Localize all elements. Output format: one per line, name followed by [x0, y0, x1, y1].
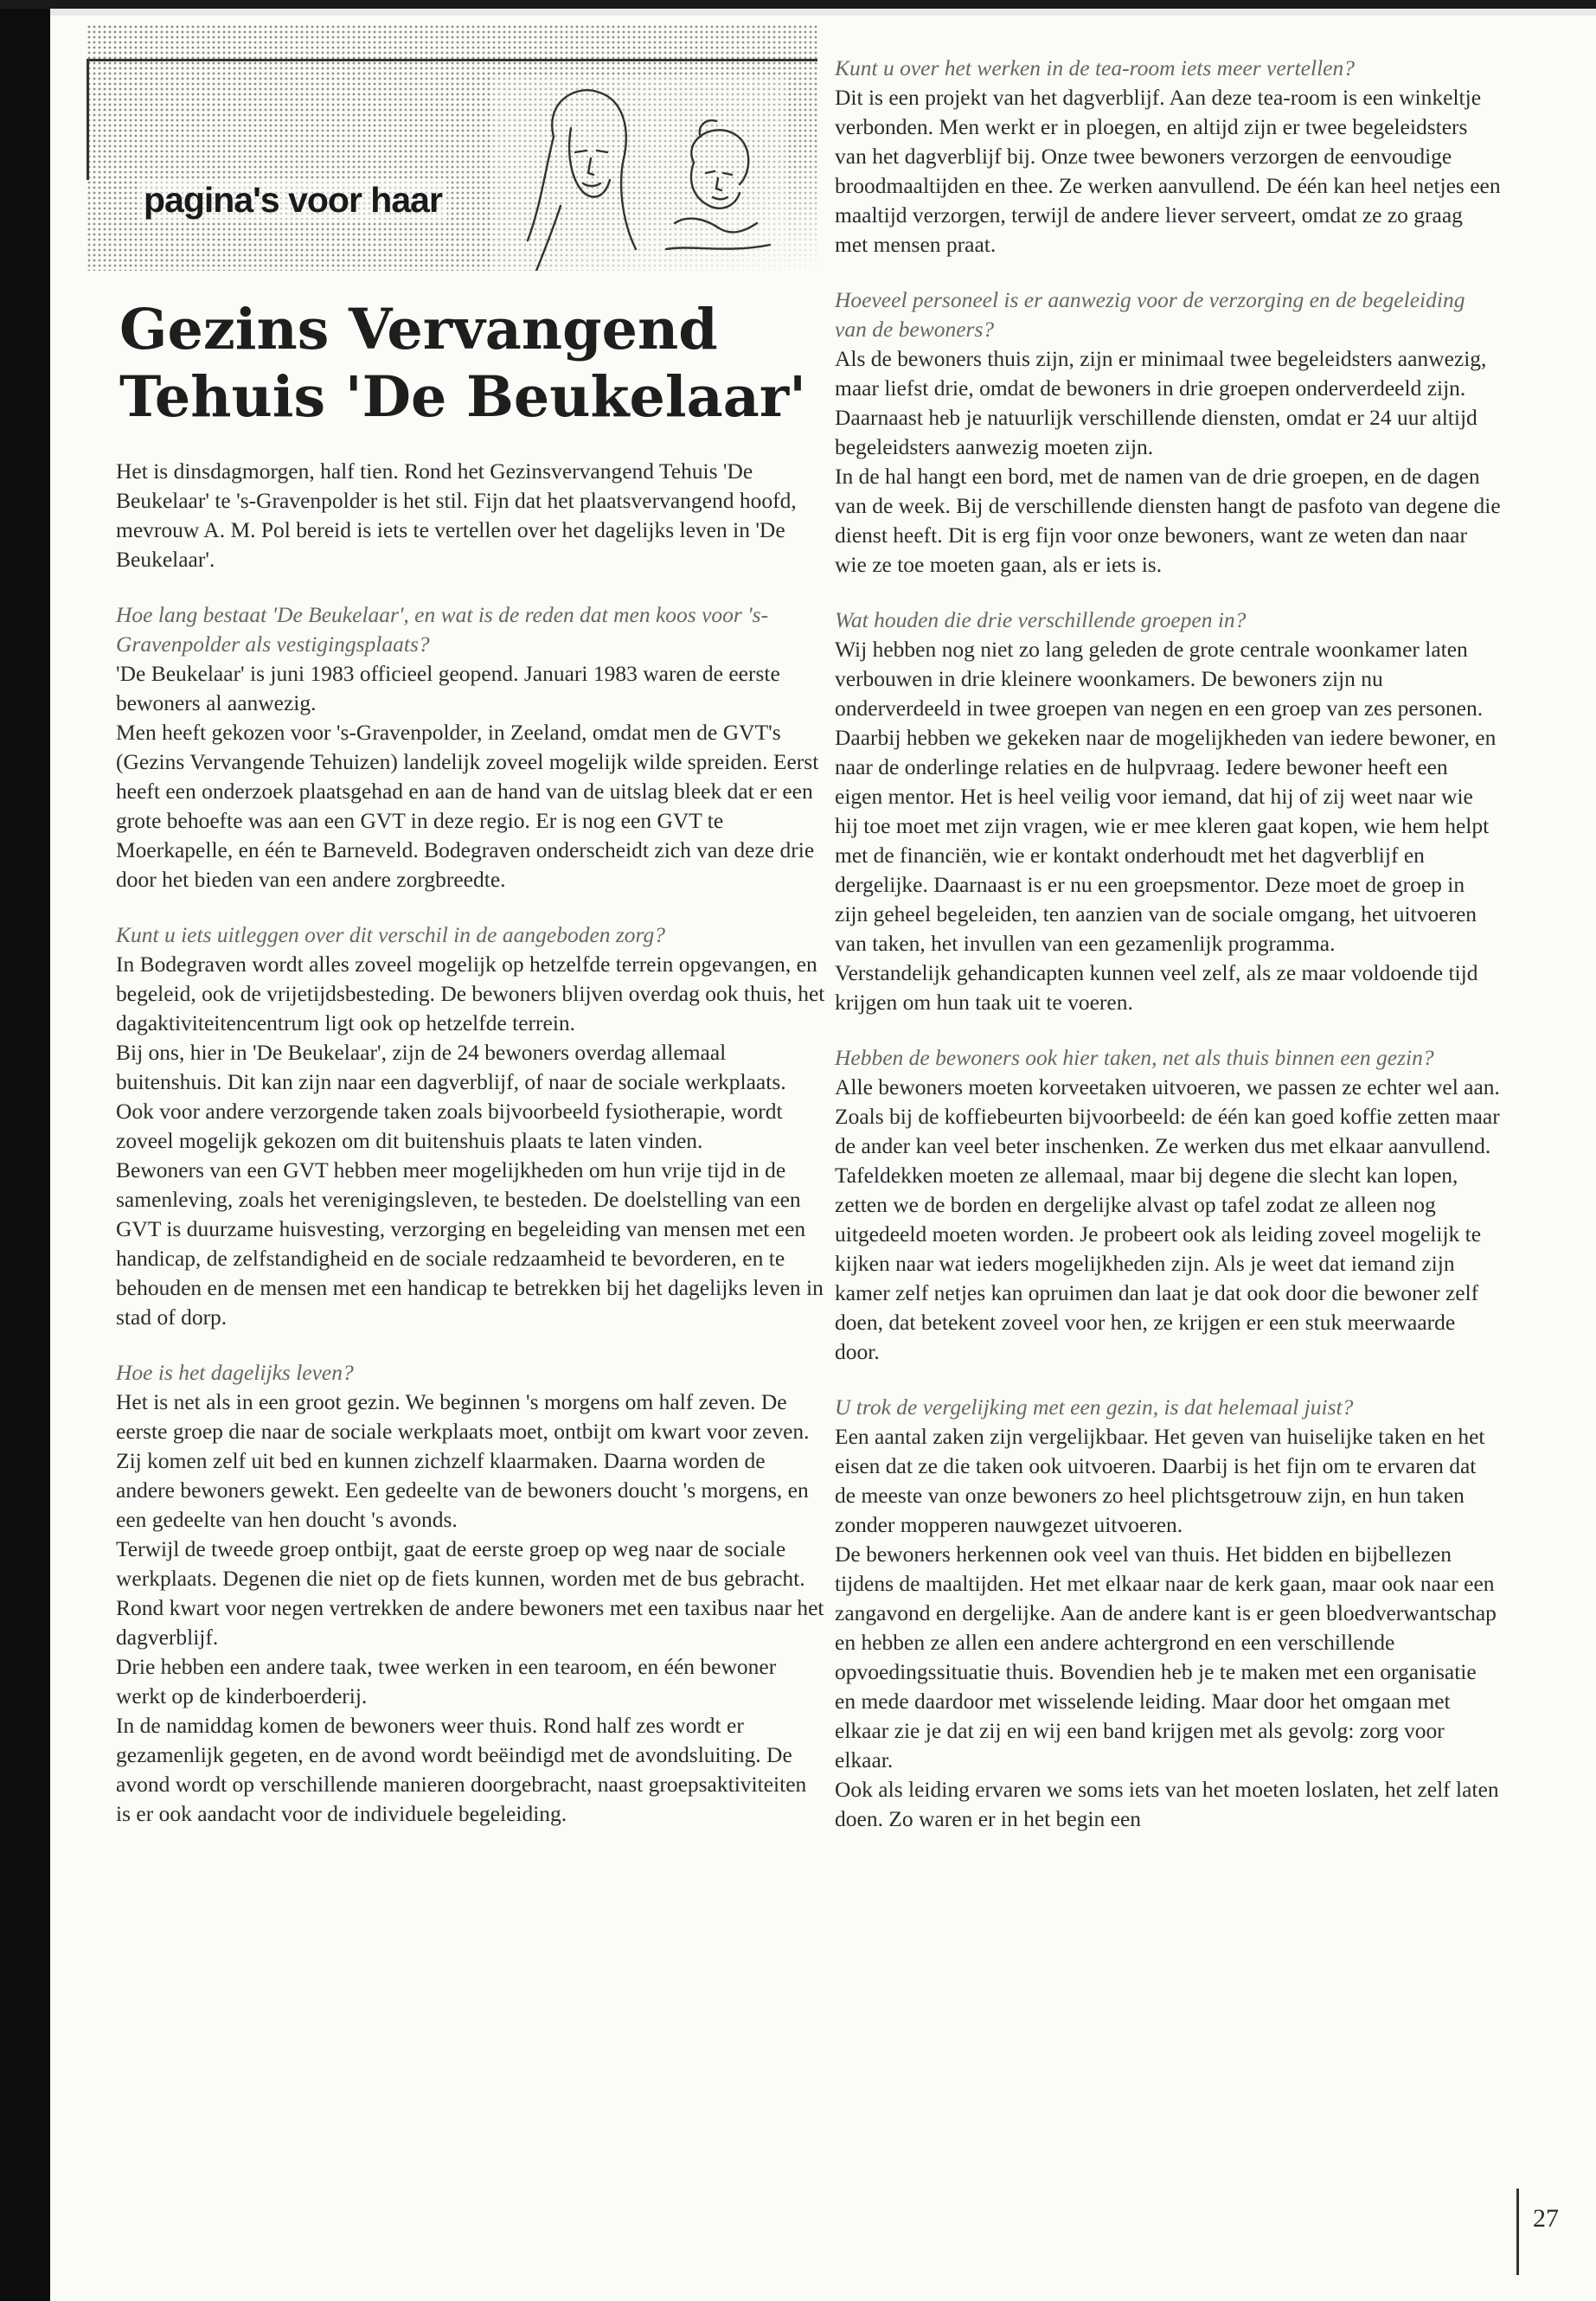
- body-paragraph: Terwijl de tweede groep ontbijt, gaat de eerste groep op weg naar de sociale werkplaats. Degenen die niet op de fiets kunnen, worden met de bus gebracht.: [116, 1536, 805, 1591]
- interview-question: Wat houden die drie verschillende groepen in?: [835, 607, 1247, 632]
- paragraph-gap: [116, 1332, 825, 1358]
- interview-question: Hebben de bewoners ook hier taken, net als thuis binnen een gezin?: [835, 1045, 1434, 1070]
- right-text-column: [835, 54, 1501, 1834]
- paragraph-gap: [835, 1017, 1501, 1043]
- scan-edge-left: [0, 0, 50, 2301]
- body-paragraph: Bij ons, hier in 'De Beukelaar', zijn de 24 bewoners overdag allemaal buitenshuis. Dit kan zijn naar een dagverblijf, of naar de sociale werkplaats. Ook voor andere verzorgende taken zoals bijvoorbeeld fysiotherapie, wordt zoveel mogelijk gekozen om dit buitenshuis plaats te laten vinden.: [116, 1040, 786, 1153]
- body-paragraph: Rond kwart voor negen vertrekken de andere bewoners met een taxibus naar het dagverblijf.: [116, 1595, 824, 1650]
- banner-frame-left: [87, 59, 89, 180]
- article-title: [119, 296, 829, 431]
- page-number-rule: [1516, 2189, 1519, 2275]
- body-paragraph: Ook als leiding ervaren we soms iets van het moeten loslaten, het zelf laten doen. Zo waren er in het begin een: [835, 1777, 1499, 1831]
- body-paragraph: In Bodegraven wordt alles zoveel mogelijk op hetzelfde terrein opgevangen, en begeleid, ook de vrijetijdsbesteding. De bewoners blijven overdag ook thuis, het dagaktiviteitencentrum ligt ook op hetzelfde terrein.: [116, 952, 825, 1035]
- body-paragraph: In de hal hangt een bord, met de namen van de drie groepen, en de dagen van de week. Bij de verschillende diensten hangt de pasfoto van degene die dienst heeft. Dit is erg fijn voor onze bewoners, want ze weten dan naar wie ze toe moeten gaan, als er iets is.: [835, 464, 1501, 577]
- body-paragraph: Een aantal zaken zijn vergelijkbaar. Het geven van huiselijke taken en het eisen dat ze die taken ook uitvoeren. Daarbij is het fijn om te ervaren dat de meeste van onze bewoners zo heel plichtsgetrouw zijn, en hun taken zonder mopperen nauwgezet uitvoeren.: [835, 1424, 1485, 1537]
- paragraph-gap: [116, 894, 825, 920]
- body-paragraph: In de namiddag komen de bewoners weer thuis. Rond half zes wordt er gezamenlijk gegeten, en de avond wordt beëindigd met de avondsluiting. De avond wordt op verschillende manieren doorgebracht, naast groepsaktiviteiten is er ook aandacht voor de individuele begeleiding.: [116, 1713, 807, 1826]
- two-faces-illustration: [493, 76, 787, 271]
- interview-question: Kunt u over het werken in de tea-room iets meer vertellen?: [835, 55, 1355, 80]
- section-kicker: pagina's voor haar: [138, 180, 447, 221]
- body-paragraph: Het is net als in een groot gezin. We beginnen 's morgens om half zeven. De eerste groep die naar de sociale werkplaats moet, ontbijt om kwart voor zeven. Zij komen zelf uit bed en kunnen zichzelf klaarmaken. Daarna worden de andere bewoners gewekt. Een gedeelte van de bewoners doucht 's morgens, en een gedeelte van hen doucht 's avonds.: [116, 1389, 810, 1532]
- interview-question: U trok de vergelijking met een gezin, is dat helemaal juist?: [835, 1394, 1354, 1420]
- interview-question: Hoe lang bestaat 'De Beukelaar', en wat is de reden dat men koos voor 's-Gravenpolder als vestigingsplaats?: [116, 602, 769, 657]
- paragraph-gap: [835, 260, 1501, 285]
- paragraph-gap: [116, 574, 825, 600]
- scan-edge-top-light: [50, 9, 1596, 16]
- body-paragraph: Het is dinsdagmorgen, half tien. Rond het Gezinsvervangend Tehuis 'De Beukelaar' te 's-Gravenpolder is het stil. Fijn dat het plaatsvervangend hoofd, mevrouw A. M. Pol bereid is iets te vertellen over het dagelijks leven in 'De Beukelaar'.: [116, 458, 797, 572]
- body-paragraph: Als de bewoners thuis zijn, zijn er minimaal twee begeleidsters aanwezig, maar liefst drie, omdat de bewoners in drie groepen onderverdeeld zijn. Daarnaast heb je natuurlijk verschillende diensten, omdat er 24 uur altijd begeleidsters aanwezig moeten zijn.: [835, 346, 1487, 459]
- title-line-1: Gezins Vervangend: [119, 297, 718, 362]
- page-number: 27: [1533, 2204, 1559, 2233]
- paragraph-gap: [835, 580, 1501, 606]
- paragraph-gap: [835, 1367, 1501, 1393]
- body-paragraph: Drie hebben een andere taak, twee werken in een tearoom, en één bewoner werkt op de kinderboerderij.: [116, 1654, 777, 1708]
- left-text-column: [116, 457, 825, 1829]
- interview-question: Hoe is het dagelijks leven?: [116, 1360, 354, 1385]
- body-paragraph: Men heeft gekozen voor 's-Gravenpolder, in Zeeland, omdat men de GVT's (Gezins Vervangende Tehuizen) landelijk zoveel mogelijk wilde spreiden. Eerst heeft een onderzoek plaatsgehad en aan de hand van de uitslag bleek dat er een grote behoefte was aan een GVT in deze regio. Er is nog een GVT te Moerkapelle, en één te Barneveld. Bodegraven onderscheidt zich van deze drie door het bieden van een andere zorgbreedte.: [116, 720, 819, 892]
- body-paragraph: Daarbij hebben we gekeken naar de mogelijkheden van iedere bewoner, en naar de onderlinge relaties en de hulpvraag. Iedere bewoner heeft een eigen mentor. Het is heel veilig voor iemand, dat hij of zij weet naar wie hij toe moet met zijn vragen, wie er mee kleren gaat kopen, wie hem helpt met de financiën, wie er kontakt onderhoudt met het dagverblijf en dergelijke. Daarnaast is er nu een groepsmentor. Deze moet de groep in zijn geheel begeleiden, ten aanzien van de sociale omgang, het uitvoeren van taken, het invullen van een gezamenlijk programma.: [835, 725, 1497, 956]
- body-paragraph: Dit is een projekt van het dagverblijf. Aan deze tea-room is een winkeltje verbonden. Men werkt er in ploegen, en altijd zijn er twee begeleidsters van het dagverblijf bij. Onze twee bewoners verzorgen de eenvoudige broodmaaltijden en thee. Ze werken aanvullend. De één kan heel netjes een maaltijd verzorgen, terwijl de andere liever serveert, omdat ze zo graag met mensen praat.: [835, 85, 1501, 257]
- interview-question: Kunt u iets uitleggen over dit verschil in de aangeboden zorg?: [116, 922, 666, 947]
- body-paragraph: Verstandelijk gehandicapten kunnen veel zelf, als ze maar voldoende tijd krijgen om hun taak uit te voeren.: [835, 960, 1478, 1015]
- section-banner: [87, 24, 817, 271]
- body-paragraph: Wij hebben nog niet zo lang geleden de grote centrale woonkamer laten verbouwen in drie kleinere woonkamers. De bewoners zijn nu onderverdeeld in twee groepen van negen en een groep van zes personen.: [835, 637, 1484, 721]
- scan-edge-top: [0, 0, 1596, 9]
- body-paragraph: De bewoners herkennen ook veel van thuis. Het bidden en bijbellezen tijdens de maaltijden. Het met elkaar naar de kerk gaan, maar ook naar een zangavond en dergelijke. Aan de andere kant is er geen bloedverwantschap en hebben ze allen een andere achtergrond en een verschillende opvoedingssituatie thuis. Bovendien heb je te maken met een organisatie en mede daardoor met wisselende leiding. Maar door het omgaan met elkaar zie je dat zij en wij een band krijgen met als gevolg: zorg voor elkaar.: [835, 1541, 1497, 1772]
- interview-question: Hoeveel personeel is er aanwezig voor de verzorging en de begeleiding van de bewoners?: [835, 287, 1465, 342]
- body-paragraph: 'De Beukelaar' is juni 1983 officieel geopend. Januari 1983 waren de eerste bewoners al aanwezig.: [116, 661, 780, 715]
- body-paragraph: Bewoners van een GVT hebben meer mogelijkheden om hun vrije tijd in de samenleving, zoals het verenigingsleven, te besteden. De doelstelling van een GVT is duurzame huisvesting, verzorging en begeleiding van mensen met een handicap, de zelfstandigheid en de sociale redzaamheid te bevorderen, en te behouden en de mensen met een handicap te betrekken bij het dagelijks leven in stad of dorp.: [116, 1157, 824, 1330]
- banner-frame-top: [87, 59, 817, 61]
- body-paragraph: Alle bewoners moeten korveetaken uitvoeren, we passen ze echter wel aan. Zoals bij de koffiebeurten bijvoorbeeld: de één kan goed koffie zetten maar de ander kan veel beter inschenken. Ze werken dus met elkaar aanvullend. Tafeldekken moeten ze allemaal, maar bij degene die slecht kan lopen, zetten we de borden en dergelijke alvast op tafel zodat ze alleen nog uitgedeeld moeten worden. Je probeert ook als leiding zoveel mogelijk te kijken naar wat ieders mogelijkheden zijn. Als je weet dat iemand zijn kamer zelf netjes kan opruimen dan laat je dat ook door die bewoner zelf doen, dat betekent zoveel voor hen, ze krijgen er een stuk meerwaarde door.: [835, 1074, 1500, 1364]
- title-line-2: Tehuis 'De Beukelaar': [119, 364, 806, 430]
